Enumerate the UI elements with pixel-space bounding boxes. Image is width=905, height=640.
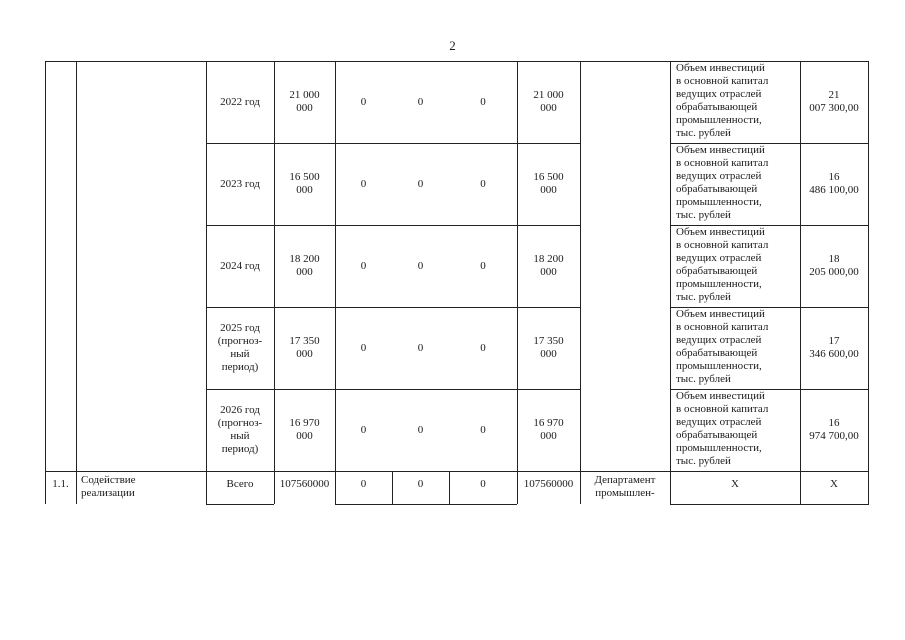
budget-cell: 0 bbox=[480, 341, 486, 354]
indicator-cell: Объем инвестиций в основной капитал ведущих отраслей обрабатывающей промышленности, тыс. рублей bbox=[676, 390, 769, 467]
budget-cell: 0 bbox=[417, 177, 424, 190]
table-rule bbox=[670, 504, 869, 505]
budget-cell: 0 bbox=[360, 177, 367, 190]
other-sources-cell: 107560000 bbox=[523, 478, 574, 490]
indicator-cell: X bbox=[731, 478, 739, 490]
year-cell: 2026 год (прогноз- ный период) bbox=[217, 404, 263, 455]
year-cell: 2024 год bbox=[220, 259, 260, 272]
value-cell: X bbox=[830, 478, 838, 490]
budget-cell: 0 bbox=[417, 423, 424, 436]
budget-cell: 0 bbox=[360, 478, 367, 490]
table-rule bbox=[868, 61, 869, 504]
budget-cell: 0 bbox=[417, 95, 424, 108]
indicator-cell: Объем инвестиций в основной капитал ведущих отраслей обрабатывающей промышленности, тыс. рублей bbox=[676, 144, 769, 221]
year-cell: 2022 год bbox=[220, 95, 260, 108]
table-rule bbox=[206, 504, 274, 505]
executor-cell: Департамент промышлен- bbox=[594, 474, 656, 499]
other-sources-cell: 17 350 000 bbox=[533, 335, 564, 360]
budget-cell: 0 bbox=[480, 259, 486, 272]
budget-cell: 0 bbox=[360, 259, 367, 272]
year-cell: 2025 год (прогноз- ный период) bbox=[217, 322, 263, 373]
budget-cell: 0 bbox=[417, 478, 424, 490]
indicator-cell: Объем инвестиций в основной капитал ведущих отраслей обрабатывающей промышленности, тыс. рублей bbox=[676, 308, 769, 385]
year-cell: 2023 год bbox=[220, 177, 260, 190]
value-cell: 17 346 600,00 bbox=[809, 335, 859, 360]
indicator-cell: Объем инвестиций в основной капитал ведущих отраслей обрабатывающей промышленности, тыс. рублей bbox=[676, 62, 769, 139]
budget-cell: 0 bbox=[360, 341, 367, 354]
indicator-cell: Объем инвестиций в основной капитал ведущих отраслей обрабатывающей промышленности, тыс. рублей bbox=[676, 226, 769, 303]
table-rule bbox=[670, 61, 671, 504]
item-name: Содействие реализации bbox=[81, 474, 136, 499]
budget-cell: 0 bbox=[417, 341, 424, 354]
value-cell: 16 974 700,00 bbox=[809, 417, 859, 442]
page-number: 2 bbox=[449, 38, 456, 53]
total-cell: 17 350 000 bbox=[289, 335, 320, 360]
budget-cell: 0 bbox=[417, 259, 424, 272]
budget-cell: 0 bbox=[480, 95, 486, 108]
table-rule bbox=[45, 61, 46, 504]
other-sources-cell: 18 200 000 bbox=[533, 253, 564, 278]
value-cell: 16 486 100,00 bbox=[809, 171, 859, 196]
table-rule bbox=[580, 61, 581, 504]
total-cell: 16 500 000 bbox=[289, 171, 320, 196]
budget-cell: 0 bbox=[480, 423, 486, 436]
table-rule bbox=[335, 504, 517, 505]
budget-cell: 0 bbox=[360, 423, 367, 436]
total-cell: 16 970 000 bbox=[289, 417, 320, 442]
other-sources-cell: 16 500 000 bbox=[533, 171, 564, 196]
other-sources-cell: 21 000 000 bbox=[533, 89, 564, 114]
total-cell: 21 000 000 bbox=[289, 89, 320, 114]
total-cell: 18 200 000 bbox=[289, 253, 320, 278]
item-number: 1.1. bbox=[52, 478, 69, 490]
table-rule bbox=[76, 61, 77, 504]
other-sources-cell: 16 970 000 bbox=[533, 417, 564, 442]
budget-cell: 0 bbox=[360, 95, 367, 108]
value-cell: 18 205 000,00 bbox=[809, 253, 859, 278]
year-cell: Всего bbox=[226, 478, 254, 490]
total-cell: 107560000 bbox=[279, 478, 330, 490]
budget-cell: 0 bbox=[480, 177, 486, 190]
budget-cell: 0 bbox=[480, 478, 486, 490]
value-cell: 21 007 300,00 bbox=[809, 89, 859, 114]
